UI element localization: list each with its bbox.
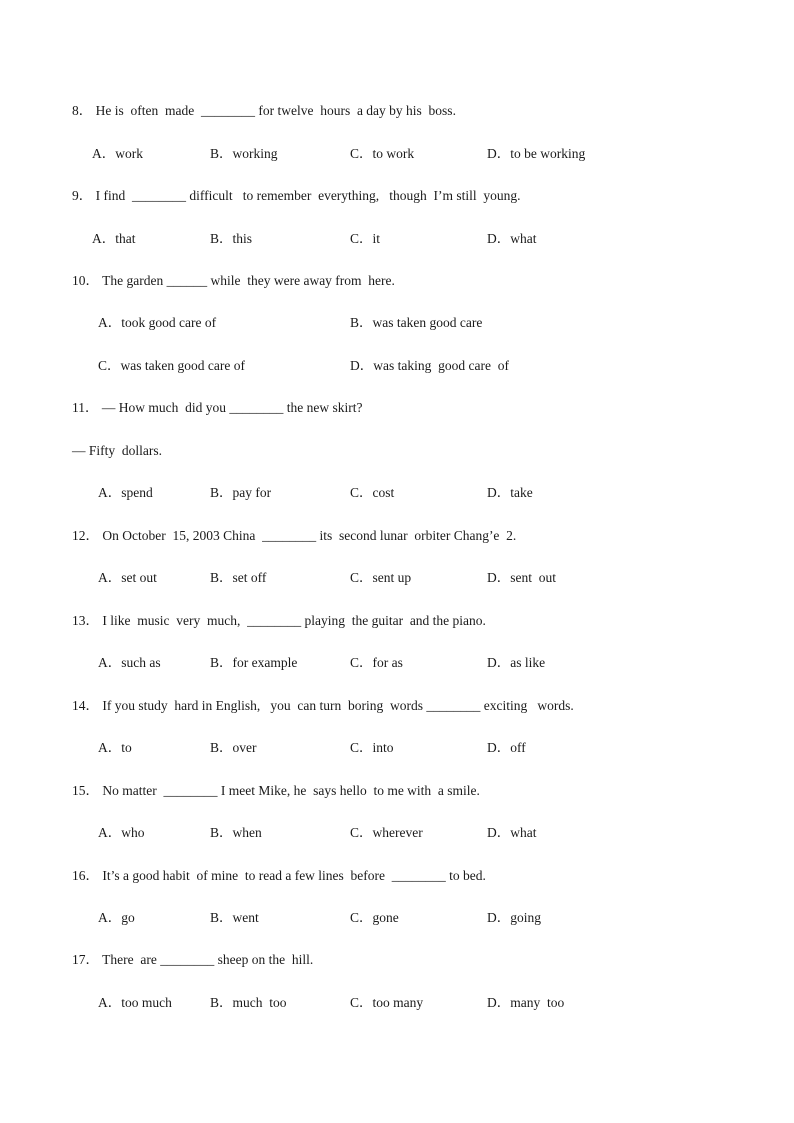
option-c[interactable]: C．wherever — [350, 825, 423, 840]
option-d[interactable]: D．what — [487, 231, 537, 246]
option-d[interactable]: D．was taking good care of — [350, 358, 509, 373]
question-12-stem: 12． On October 15, 2003 China ________ its second lunar orbiter Chang’e 2. — [72, 528, 517, 543]
option-b[interactable]: B．this — [210, 231, 253, 246]
option-a[interactable]: A．too much — [98, 995, 172, 1010]
option-d[interactable]: D．going — [487, 910, 542, 925]
option-a[interactable]: A．took good care of — [98, 315, 217, 330]
question-16-stem: 16． It’s a good habit of mine to read a few lines before ________ to bed. — [72, 868, 486, 883]
option-b[interactable]: B．over — [210, 740, 257, 755]
question-11-response: — Fifty dollars. — [72, 443, 162, 458]
option-a[interactable]: A．to — [98, 740, 132, 755]
question-8-stem: 8． He is often made ________ for twelve hours a day by his boss. — [72, 103, 456, 118]
option-a[interactable]: A．spend — [98, 485, 153, 500]
option-a[interactable]: A．go — [98, 910, 135, 925]
option-b[interactable]: B．much too — [210, 995, 287, 1010]
option-d[interactable]: D．to be working — [487, 146, 586, 161]
option-b[interactable]: B．working — [210, 146, 278, 161]
option-d[interactable]: D．as like — [487, 655, 546, 670]
option-c[interactable]: C．into — [350, 740, 394, 755]
option-d[interactable]: D．off — [487, 740, 526, 755]
option-d[interactable]: D．take — [487, 485, 533, 500]
question-9-stem: 9． I find ________ difficult to remember everything, though I’m still young. — [72, 188, 521, 203]
question-10-stem: 10． The garden ______ while they were away from here. — [72, 273, 395, 288]
option-d[interactable]: D．what — [487, 825, 537, 840]
option-c[interactable]: C．was taken good care of — [98, 358, 245, 373]
option-c[interactable]: C．too many — [350, 995, 424, 1010]
option-b[interactable]: B．when — [210, 825, 262, 840]
option-a[interactable]: A．that — [92, 231, 136, 246]
option-c[interactable]: C．to work — [350, 146, 415, 161]
option-b[interactable]: B．was taken good care — [350, 315, 483, 330]
option-c[interactable]: C．for as — [350, 655, 403, 670]
option-a[interactable]: A．such as — [98, 655, 161, 670]
question-17-stem: 17． There are ________ sheep on the hill. — [72, 952, 314, 967]
option-b[interactable]: B．for example — [210, 655, 298, 670]
option-b[interactable]: B．pay for — [210, 485, 272, 500]
option-b[interactable]: B．set off — [210, 570, 267, 585]
option-a[interactable]: A．set out — [98, 570, 157, 585]
option-a[interactable]: A．work — [92, 146, 143, 161]
question-13-stem: 13． I like music very much, ________ playing the guitar and the piano. — [72, 613, 486, 628]
option-c[interactable]: C．cost — [350, 485, 395, 500]
option-b[interactable]: B．went — [210, 910, 259, 925]
question-11-stem: 11． — How much did you ________ the new skirt? — [72, 400, 363, 415]
question-14-stem: 14． If you study hard in English, you can turn boring words ________ exciting words. — [72, 698, 574, 713]
option-c[interactable]: C．sent up — [350, 570, 412, 585]
option-c[interactable]: C．gone — [350, 910, 399, 925]
question-15-stem: 15． No matter ________ I meet Mike, he says hello to me with a smile. — [72, 783, 480, 798]
option-d[interactable]: D．sent out — [487, 570, 556, 585]
option-a[interactable]: A．who — [98, 825, 145, 840]
option-d[interactable]: D．many too — [487, 995, 565, 1010]
option-c[interactable]: C．it — [350, 231, 381, 246]
